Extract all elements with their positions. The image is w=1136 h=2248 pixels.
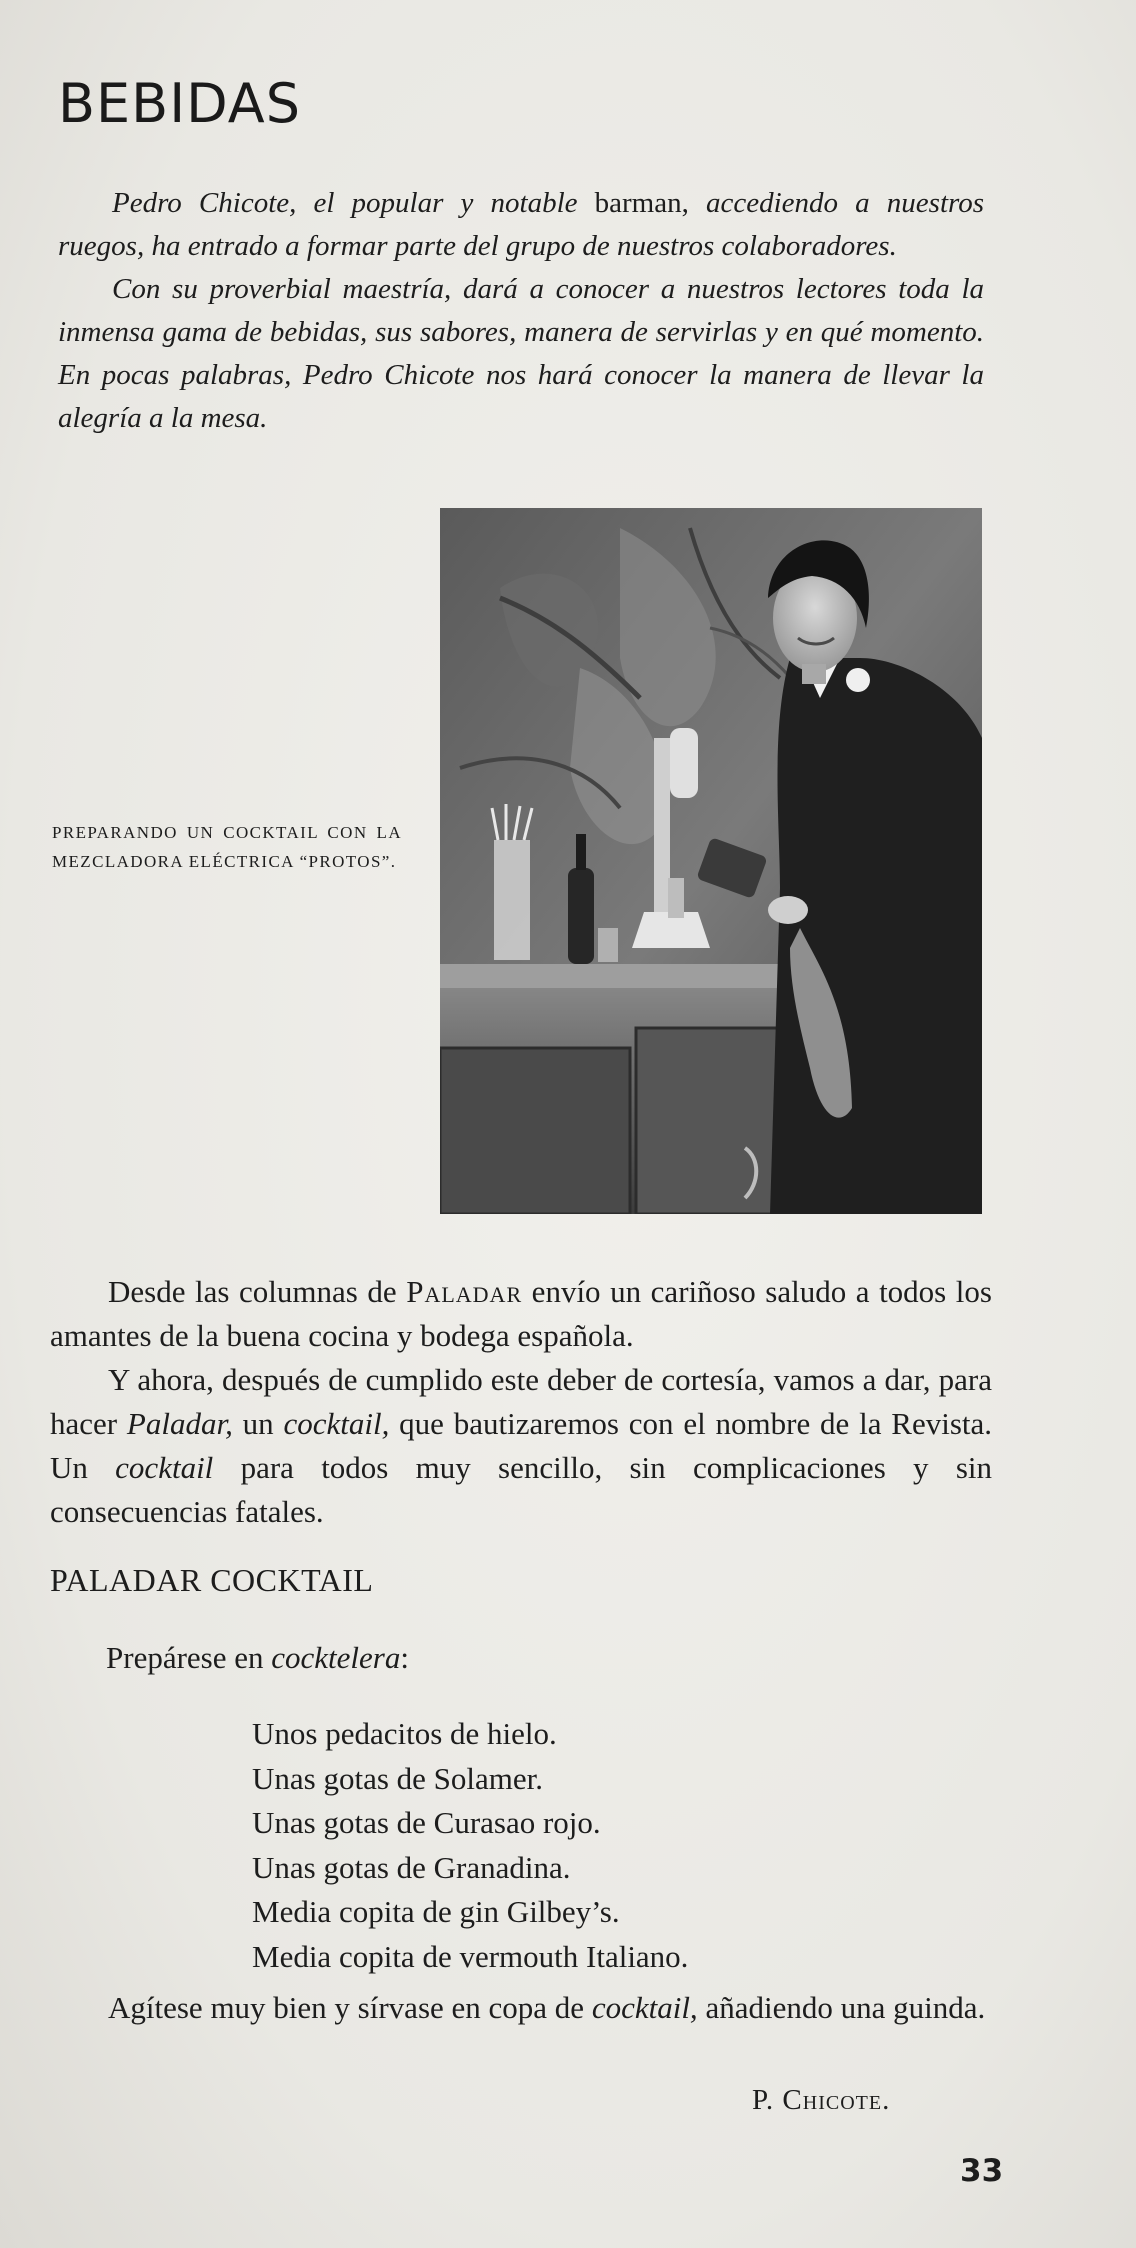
recipe-closing: Agítese muy bien y sírvase en copa de cocktail, añadiendo una guinda.	[108, 1990, 986, 2025]
recipe-preparation: Prepárese en cocktelera:	[106, 1640, 409, 1675]
ingredient-item: Media copita de vermouth Italiano.	[252, 1938, 689, 1974]
intro-paragraph-1: Pedro Chicote, el popular y notable barman, accediendo a nuestros ruegos, ha entrado a formar parte del grupo de nuestros colaboradores.	[58, 187, 984, 262]
body-paragraph-1: Desde las columnas de Paladar envío un cariñoso saludo a todos los amantes de la buena cocina y bodega española.	[50, 1274, 992, 1353]
ingredient-item: Unas gotas de Granadina.	[252, 1849, 571, 1885]
ingredient-item: Unos pedacitos de hielo.	[252, 1716, 557, 1751]
ingredient-list	[252, 1712, 688, 1979]
ingredient-item: Unas gotas de Curasao rojo.	[252, 1805, 601, 1840]
intro-paragraph-2: Con su proverbial maestría, dará a conocer a nuestros lectores toda la inmensa gama de bebidas, sus sabores, manera de servirlas y en qué momento. En pocas palabras, Pedro Chicote nos hará conocer la manera de llevar la alegría a la mesa.	[58, 273, 984, 434]
recipe-title: PALADAR COCKTAIL	[50, 1562, 374, 1598]
author-signature: P. Chicote.	[752, 2084, 891, 2116]
magazine-name: Paladar	[406, 1274, 523, 1309]
body-text	[50, 1270, 992, 1534]
photo-illustration	[440, 508, 982, 1214]
ingredient-item: Unas gotas de Solamer.	[252, 1760, 544, 1796]
photo-woman-mixing-cocktail	[440, 508, 982, 1214]
ingredient-item: Media copita de gin Gilbey’s.	[252, 1894, 620, 1929]
intro-text	[58, 182, 984, 440]
body-paragraph-2: Y ahora, después de cumplido este deber de cortesía, vamos a dar, para hacer Paladar, un cocktail, que bautizaremos con el nombre de la Revista. Un cocktail para todos muy sencillo, sin complicaciones y sin consecuencias fatales.	[50, 1362, 993, 1529]
page-number: 33	[960, 2153, 1004, 2189]
page-title: BEBIDAS	[58, 72, 301, 135]
photo-caption: PREPARANDO UN COCKTAIL CON LA MEZCLADORA ELÉCTRICA “PROTOS”.	[52, 823, 402, 871]
